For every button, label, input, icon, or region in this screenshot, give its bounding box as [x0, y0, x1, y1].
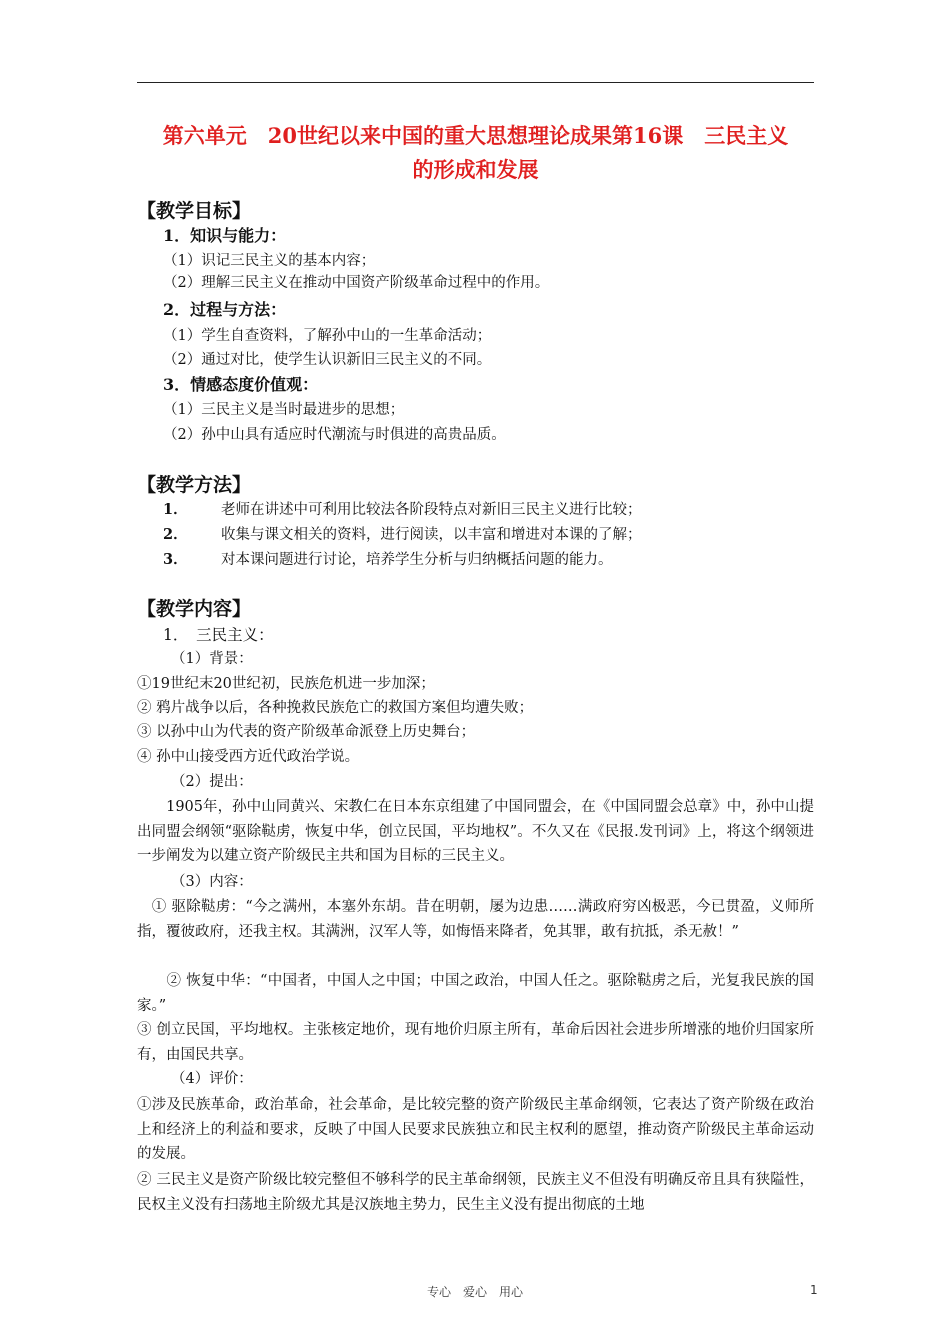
evaluation-item-2: ② 三民主义是资产阶级比较完整但不够科学的民主革命纲领，民族主义不但没有明确反帝且具有狭隘性，民权主义没有扫荡地主阶级尤其是汉族地主势力，民生主义没有提出彻底的土地	[137, 1172, 814, 1213]
goal-2-item-b: （2）通过对比，使学生认识新旧三民主义的不同。	[163, 352, 492, 368]
background-item-2: ② 鸦片战争以后，各种挽救民族危亡的救国方案但均遭失败；	[137, 700, 534, 716]
background-label: （1）背景：	[171, 651, 253, 667]
header-rule	[137, 82, 814, 83]
title-line-1: 第六单元 20世纪以来中国的重大思想理论成果第16课 三民主义	[162, 123, 789, 148]
contents-item-3: ③ 创立民国，平均地权。主张核定地价，现有地价归原主所有，革命后因社会进步所增涨的地价归国家所有，由国民共享。	[137, 1022, 814, 1063]
goal-1-heading: 1．知识与能力：	[163, 226, 287, 245]
page-number: 1	[810, 1283, 818, 1297]
method-number: 2．	[163, 526, 188, 543]
goal-2-item-a: （1）学生自查资料，了解孙中山的一生革命活动；	[163, 328, 492, 344]
method-item	[163, 549, 613, 571]
method-item	[163, 524, 642, 546]
section-heading-content: 【教学内容】	[137, 598, 252, 620]
background-item-1: ①19世纪末20世纪初，民族危机进一步加深；	[137, 676, 435, 692]
section-heading-goals: 【教学目标】	[137, 200, 252, 222]
background-item-4: ④ 孙中山接受西方近代政治学说。	[137, 749, 360, 765]
contents-item-2: ② 恢复中华：“中国者，中国人之中国；中国之政治，中国人任之。驱除鞑虏之后，光复我民族的国家。”	[137, 973, 814, 1014]
contents-label: （3）内容：	[171, 874, 253, 890]
method-text: 对本课问题进行讨论，培养学生分析与归纳概括问题的能力。	[221, 552, 613, 568]
background-item-3: ③ 以孙中山为代表的资产阶级革命派登上历史舞台；	[137, 724, 476, 740]
method-number: 1．	[163, 501, 188, 518]
evaluation-label: （4）评价：	[171, 1071, 253, 1087]
title-line-2: 的形成和发展	[412, 157, 539, 182]
goal-1-item-b: （2）理解三民主义在推动中国资产阶级革命过程中的作用。	[163, 275, 550, 291]
method-text: 收集与课文相关的资料，进行阅读，以丰富和增进对本课的了解；	[221, 527, 642, 543]
method-item	[163, 499, 642, 521]
document-title	[137, 119, 814, 187]
proposal-paragraph: 1905年，孙中山同黄兴、宋教仁在日本东京组建了中国同盟会，在《中国同盟会总章》中，孙中山提出同盟会纲领“驱除鞑虏，恢复中华，创立民国，平均地权”。不久又在《民报.发刊词》上，将这个纲领进一步阐发为以建立资产阶级民主共和国为目标的三民主义。	[137, 799, 814, 864]
goal-3-item-a: （1）三民主义是当时最进步的思想；	[163, 402, 405, 418]
section-heading-methods: 【教学方法】	[137, 474, 252, 496]
goal-2-heading: 2．过程与方法：	[163, 300, 287, 319]
goal-1-item-a: （1）识记三民主义的基本内容；	[163, 253, 376, 269]
method-text: 老师在讲述中可利用比较法各阶段特点对新旧三民主义进行比较；	[221, 502, 642, 518]
content-subheading: 1． 三民主义：	[163, 626, 274, 644]
evaluation-item-1: ①涉及民族革命，政治革命，社会革命，是比较完整的资产阶级民主革命纲领，它表达了资产阶级在政治上和经济上的利益和要求，反映了中国人民要求民族独立和民主权利的愿望，推动资产阶级民主革命运动的发展。	[137, 1097, 814, 1162]
method-number: 3．	[163, 551, 188, 568]
proposal-label: （2）提出：	[171, 774, 253, 790]
goal-3-item-b: （2）孙中山具有适应时代潮流与时俱进的高贵品质。	[163, 427, 506, 443]
page-footer: 专心 爱心 用心	[426, 1285, 523, 1299]
contents-item-1: ① 驱除鞑虏：“今之满州，本塞外东胡。昔在明朝，屡为边患……满政府穷凶极恶，今已贯盈，义师所指，覆彼政府，还我主权。其满洲，汉军人等，如悔悟来降者，免其罪，敢有抗抵，杀无赦！”	[137, 899, 814, 940]
goal-3-heading: 3．情感态度价值观：	[163, 375, 319, 394]
